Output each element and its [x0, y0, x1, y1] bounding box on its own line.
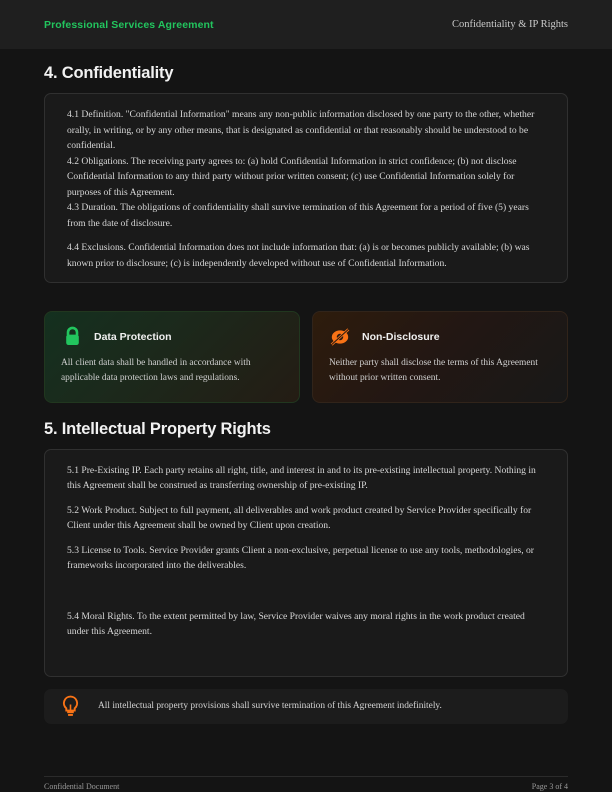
survival-callout: [44, 689, 568, 724]
document-footer: [44, 776, 568, 792]
info-card-body: All client data shall be handled in accordance with applicable data protection laws and regulations.: [61, 358, 251, 383]
info-card-row: [44, 311, 568, 403]
section-heading-intellectual-property: 5. Intellectual Property Rights: [44, 419, 271, 438]
document-header: [0, 0, 612, 49]
eye-off-icon: [329, 326, 351, 348]
lock-icon: [61, 326, 83, 348]
clause-4-2: 4.2 Obligations. The receiving party agrees to: (a) hold Confidential Information in strict confidence; (b) not disclose Confidential Information to any third party without prior written consent; (c) use Confidential Information solely for purposes of this Agreement.: [67, 155, 517, 198]
lightbulb-icon: [60, 694, 80, 718]
clause-5-4: 5.4 Moral Rights. To the extent permitted by law, Service Provider waives any moral rights in the work product created under this Agreement.: [67, 610, 525, 638]
info-card-title: Non-Disclosure: [362, 331, 440, 343]
callout-text: All intellectual property provisions shall survive termination of this Agreement indefinitely.: [98, 701, 442, 712]
page-content: [0, 49, 612, 792]
clause-4-4: 4.4 Exclusions. Confidential Information does not include information that: (a) is or becomes publicly available; (b) was known prior to disclosure; (c) is independently developed without use of Confidential Information.: [67, 242, 530, 269]
info-card-non-disclosure: [312, 311, 568, 403]
document-subtitle: Confidentiality & IP Rights: [452, 19, 568, 30]
clause-5-3: 5.3 License to Tools. Service Provider grants Client a non-exclusive, perpetual license to use any tools, methodologies, or frameworks incorporated into the deliverables.: [67, 544, 535, 572]
document-title: Professional Services Agreement: [44, 18, 214, 31]
info-card-body: Neither party shall disclose the terms of this Agreement without prior written consent.: [329, 358, 538, 383]
footer-left-label: Confidential Document: [44, 782, 120, 791]
info-card-title: Data Protection: [94, 331, 172, 343]
clause-card-confidentiality: [44, 93, 568, 283]
clause-card-intellectual-property: [44, 449, 568, 677]
section-heading-confidentiality: 4. Confidentiality: [44, 64, 174, 82]
footer-page-number: Page 3 of 4: [531, 782, 568, 791]
clause-5-2: 5.2 Work Product. Subject to full payment, all deliverables and work product created by Service Provider specifically for Client under this Agreement shall be owned by Client upon creation.: [67, 504, 532, 532]
info-card-header: [329, 326, 551, 348]
info-card-data-protection: [44, 311, 300, 403]
clause-5-1: 5.1 Pre-Existing IP. Each party retains all right, title, and interest in and to its pre-existing intellectual property. Nothing in this Agreement shall be construed as transferring ownership of pre-existing IP.: [67, 464, 536, 492]
clause-4-1: 4.1 Definition. "Confidential Information" means any non-public information disclosed by one party to the other, whether orally, in writing, or by any other means, that is designated as confidential or that reasonably should be understood to be confidential.: [67, 109, 535, 152]
info-card-header: [61, 326, 283, 348]
clause-4-3: 4.3 Duration. The obligations of confidentiality shall survive termination of this Agreement for a period of five (5) years from the date of disclosure.: [67, 202, 529, 229]
